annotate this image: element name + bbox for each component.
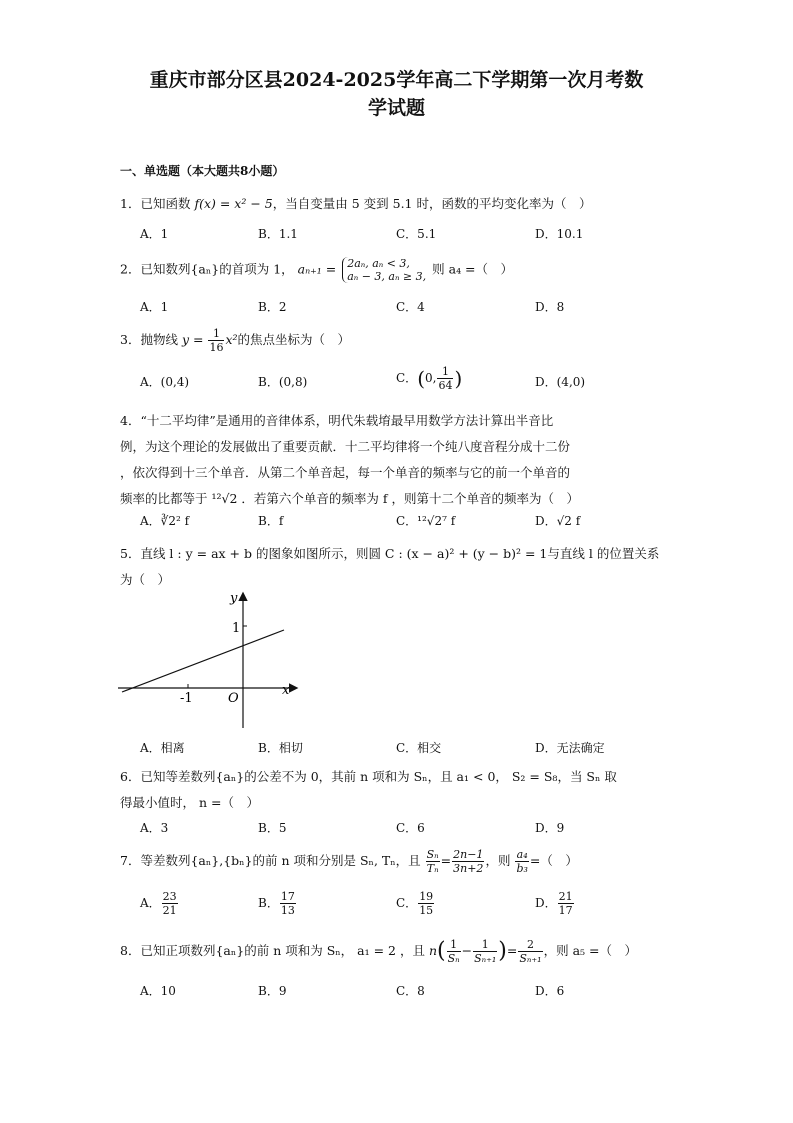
denominator: Tₙ xyxy=(426,862,439,875)
y-axis-label: y xyxy=(230,591,238,606)
option-d: D．8 xyxy=(535,300,565,314)
title-line-1: 重庆市部分区县2024-2025学年高二下学期第一次月考数 xyxy=(149,69,644,91)
paren: ) xyxy=(498,938,507,964)
option-c: C．8 xyxy=(396,984,425,998)
option-a xyxy=(140,890,179,917)
option-c: C．6 xyxy=(396,821,425,835)
numerator: 1 xyxy=(473,938,497,952)
options-3 xyxy=(140,365,700,395)
question-text: =（ ） xyxy=(529,853,578,868)
options-5 xyxy=(140,739,700,761)
option-c: C．4 xyxy=(396,300,425,314)
numerator: 2 xyxy=(518,938,542,952)
question-text: ，则 a₅ =（ ） xyxy=(543,943,637,958)
line-l xyxy=(122,630,284,692)
origin-label: O xyxy=(228,691,239,706)
question-number: 1． xyxy=(120,196,141,211)
option-d: D．(4,0) xyxy=(535,375,586,389)
numerator: a₄ xyxy=(516,848,528,861)
options-6 xyxy=(140,819,700,841)
math-expression: f(x) = x² − 5 xyxy=(194,196,273,211)
denominator: b₃ xyxy=(516,862,528,875)
option-c: C．(0, $\frac{1}{64}$ ) xyxy=(396,365,463,392)
option-b: B．相切 xyxy=(258,741,303,755)
question-number: 4． xyxy=(120,413,141,428)
option-c-label: C． xyxy=(396,371,418,385)
question-line: 直线 l : y = ax + b 的图象如图所示，则圆 C : (x − a)² + (y − b)² = 1与直线 l 的位置关系 xyxy=(140,546,660,561)
option-c: C．¹²√2⁷ f xyxy=(396,514,456,528)
option-b: B．1.1 xyxy=(258,227,298,241)
option-c xyxy=(396,890,435,917)
option-b: B．f xyxy=(258,514,284,528)
fraction xyxy=(515,848,528,875)
option-d: D．9 xyxy=(535,821,565,835)
option-label: B． xyxy=(258,896,279,910)
question-8: 8．已知正项数列{aₙ}的前 n 项和为 Sₙ， a₁ = 2 ，且 n( $\frac{1}{\text{Sₙ}}$ − $\frac{1}{\text{Sₙ₊₁}}$ )= $\frac{2}{\text{Sₙ₊₁}}$ ，则 a₅ =（ ） xyxy=(120,938,637,965)
option-d: D．6 xyxy=(535,984,565,998)
denominator: Sₙ xyxy=(447,952,460,965)
math-expression: y = xyxy=(181,332,204,347)
option-a: A．3 xyxy=(140,821,169,835)
options-7 xyxy=(140,890,700,926)
option-d: D．无法确定 xyxy=(535,741,605,755)
question-number: 8． xyxy=(120,943,141,958)
option-b: B．9 xyxy=(258,984,287,998)
question-text: 已知正项数列{aₙ}的前 n 项和为 Sₙ， a₁ = 2 ，且 xyxy=(140,943,425,958)
question-text: 已知函数 xyxy=(140,196,191,211)
options-2 xyxy=(140,298,700,320)
question-7: 7．等差数列{aₙ},{bₙ}的前 n 项和分别是 Sₙ, Tₙ，且 $\frac{\text{Sₙ}}{\text{Tₙ}}$ = $\frac{2n-1}{3n+2}$ ，则 $\frac{\text{a₄}}{\text{b₃}}$ =（ ） xyxy=(120,848,578,875)
x-axis-label: x xyxy=(282,683,290,698)
option-d: D．√2 f xyxy=(535,514,581,528)
options-4 xyxy=(140,512,700,534)
question-number: 6． xyxy=(120,769,141,784)
numerator: 21 xyxy=(558,890,573,903)
numerator: Sₙ xyxy=(426,848,439,861)
fraction xyxy=(418,890,434,917)
option-label: C． xyxy=(396,896,418,910)
numerator: 2n−1 xyxy=(453,848,484,861)
option-label: D． xyxy=(535,896,557,910)
line-graph xyxy=(118,588,308,734)
option-b: B．2 xyxy=(258,300,287,314)
question-1 xyxy=(120,194,663,214)
question-line: 已知等差数列{aₙ}的公差不为 0，其前 n 项和为 Sₙ，且 a₁ < 0， S₂ = S₈，当 Sₙ 取 xyxy=(140,769,617,784)
option-b: B．(0,8) xyxy=(258,375,308,389)
question-text: 抛物线 xyxy=(140,332,178,347)
numerator: 1 xyxy=(437,365,453,379)
math-expression: n xyxy=(428,943,437,958)
numerator: 1 xyxy=(447,938,461,952)
option-a: A．1 xyxy=(140,300,169,314)
denominator: Sₙ₊₁ xyxy=(474,952,497,965)
math-expression: x² xyxy=(225,332,238,347)
option-a: A．(0,4) xyxy=(140,375,190,389)
piece-1: 2aₙ, aₙ < 3, xyxy=(347,257,410,270)
option-d xyxy=(535,890,575,917)
options-1 xyxy=(140,225,700,247)
question-number: 2． xyxy=(120,261,141,277)
question-3 xyxy=(120,327,663,354)
question-line: 例，为这个理论的发展做出了重要贡献．十二平均律将一个纯八度音程分成十二份 xyxy=(120,439,571,454)
question-text: 的焦点坐标为（ ） xyxy=(237,332,351,347)
option-a: A．10 xyxy=(140,984,176,998)
piecewise-brace xyxy=(342,257,426,283)
denominator: 16 xyxy=(209,341,224,354)
option-c: C．5.1 xyxy=(396,227,437,241)
fraction xyxy=(473,938,497,965)
question-text: 等差数列{aₙ},{bₙ}的前 n 项和分别是 Sₙ, Tₙ，且 xyxy=(140,853,421,868)
denominator: Sₙ₊₁ xyxy=(519,952,542,965)
question-text: ，当自变量由 5 变到 5.1 时，函数的平均变化率为（ ） xyxy=(272,196,592,211)
question-2 xyxy=(120,257,663,283)
option-a: A．∛2² f xyxy=(140,514,190,528)
paren: ( xyxy=(437,938,446,964)
fraction xyxy=(518,938,542,965)
question-line: 频率的比都等于 ¹²√2 ．若第六个单音的频率为 f ，则第十二个单音的频率为（ ） xyxy=(120,491,579,506)
denominator: 64 xyxy=(438,379,453,392)
recurrence-lhs: aₙ₊₁ = xyxy=(297,261,337,277)
question-text: ，则 xyxy=(485,853,511,868)
option-a: A．1 xyxy=(140,227,169,241)
options-8 xyxy=(140,982,700,1004)
question-line: 得最小值时， n =（ ） xyxy=(120,795,259,810)
denominator: 17 xyxy=(558,904,573,917)
numerator: 19 xyxy=(419,890,434,903)
fraction xyxy=(437,365,453,392)
fraction xyxy=(452,848,484,875)
piece-2: aₙ − 3, aₙ ≥ 3, xyxy=(347,270,427,283)
question-line: ，依次得到十三个单音．从第二个单音起，每一个单音的频率与它的前一个单音的 xyxy=(120,465,571,480)
tick-label-x: -1 xyxy=(180,691,193,706)
option-b: B．5 xyxy=(258,821,287,835)
title-line-2: 学试题 xyxy=(367,97,425,119)
option-d: D．10.1 xyxy=(535,227,584,241)
page-title xyxy=(40,66,753,122)
denominator: 3n+2 xyxy=(453,862,484,875)
fraction xyxy=(162,890,178,917)
numerator: 23 xyxy=(162,890,177,903)
denominator: 15 xyxy=(419,904,434,917)
fraction xyxy=(208,327,224,354)
question-line: “十二平均律”是通用的音律体系，明代朱载堉最早用数学方法计算出半音比 xyxy=(140,413,554,428)
fraction xyxy=(280,890,296,917)
denominator: 13 xyxy=(280,904,295,917)
question-4 xyxy=(120,408,663,512)
numerator: 1 xyxy=(208,327,224,341)
tick-label-y: 1 xyxy=(232,621,241,636)
question-text: 已知数列{aₙ}的首项为 1， xyxy=(140,261,294,277)
question-5 xyxy=(120,541,663,593)
fraction xyxy=(447,938,461,965)
question-6 xyxy=(120,764,663,816)
fraction xyxy=(426,848,440,875)
section-heading: 一、单选题（本大题共8小题） xyxy=(120,164,285,178)
denominator: 21 xyxy=(162,904,177,917)
question-number: 7． xyxy=(120,853,141,868)
option-a: A．相离 xyxy=(140,741,185,755)
numerator: 17 xyxy=(280,890,295,903)
option-c: C．相交 xyxy=(396,741,442,755)
fraction xyxy=(558,890,574,917)
question-line: 为（ ） xyxy=(120,572,171,587)
question-text: 则 a₄ =（ ） xyxy=(432,261,514,277)
option-b xyxy=(258,890,297,917)
question-number: 5． xyxy=(120,546,141,561)
question-number: 3． xyxy=(120,332,141,347)
option-label: A． xyxy=(140,896,161,910)
